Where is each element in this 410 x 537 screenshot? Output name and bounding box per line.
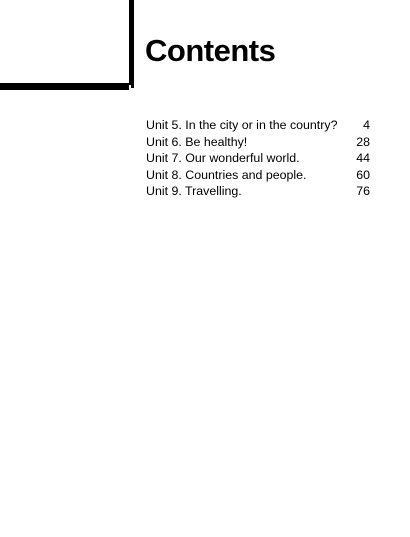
toc-entry-title: Unit 7. Our wonderful world. (146, 151, 300, 166)
corner-frame (0, 0, 131, 85)
toc-entry-unit-8[interactable] (146, 167, 370, 184)
toc-entry-unit-5[interactable] (146, 117, 370, 134)
toc-entry-unit-9[interactable] (146, 183, 370, 200)
toc-entry-page: 28 (356, 134, 370, 149)
toc-entry-title: Unit 8. Countries and people. (146, 167, 307, 182)
toc-entry-title: Unit 5. In the city or in the country? (146, 118, 338, 132)
toc-entry-title: Unit 9. Travelling. (146, 184, 242, 199)
toc-entry-unit-7[interactable] (146, 150, 370, 167)
toc-entry-page: 60 (356, 167, 370, 182)
toc-entry-page: 44 (356, 151, 370, 166)
toc-entry-page: 4 (363, 118, 370, 132)
page-title: Contents (145, 33, 276, 68)
toc-entry-page: 76 (356, 184, 370, 199)
toc-entry-unit-6[interactable] (146, 134, 370, 151)
corner-frame-shadow-bottom (0, 85, 129, 90)
table-of-contents (146, 117, 370, 200)
toc-entry-title: Unit 6. Be healthy! (146, 134, 248, 149)
corner-frame-shadow-side (131, 0, 134, 88)
